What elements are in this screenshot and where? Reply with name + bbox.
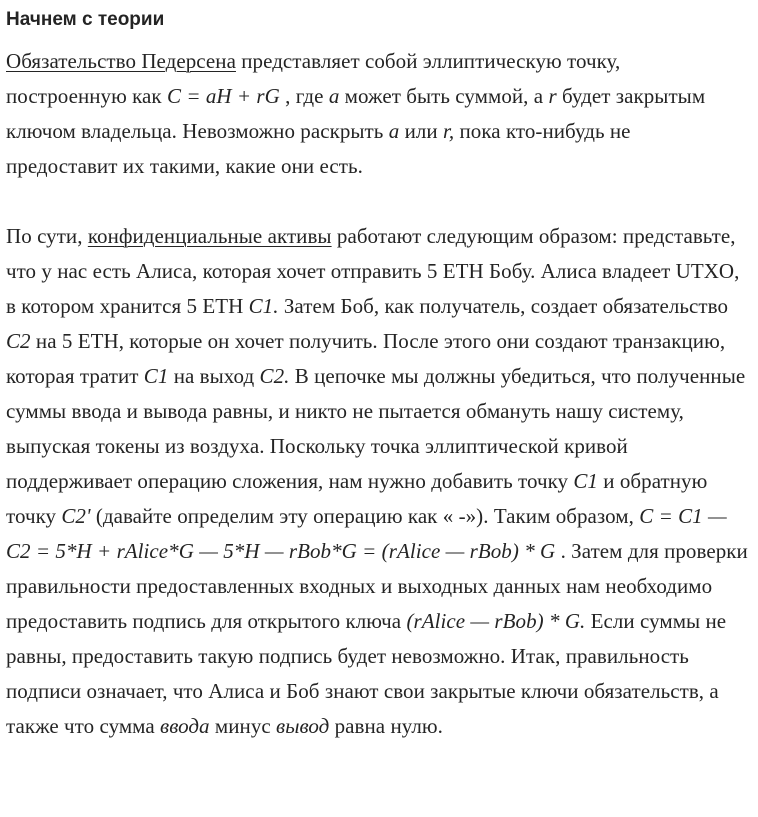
- text-segment: равна нулю.: [329, 714, 443, 738]
- variable-r: r,: [443, 119, 455, 143]
- text-segment: , где: [279, 84, 329, 108]
- pedersen-commitment-link[interactable]: Обязательство Педерсена: [6, 49, 236, 73]
- paragraph-pedersen-commitment: [6, 44, 746, 184]
- variable-a: a: [328, 84, 340, 108]
- text-segment: представляет собой эллиптическую точку, построенную как: [6, 49, 621, 108]
- text-segment: может быть суммой, а: [339, 84, 549, 108]
- text-segment: Затем Боб, как получатель, создает обязательство: [278, 294, 729, 318]
- text-segment: на 5 ETH, которые он хочет получить. После этого они создают транзакцию, которая тратит: [6, 329, 726, 388]
- formula-public-key: (rAlice — rBob) * G.: [406, 609, 586, 633]
- variable-c2: C2.: [259, 364, 290, 388]
- text-segment: В цепочке мы должны убедиться, что полученные суммы ввода и вывода равны, и никто не пытается обмануть нашу систему, выпуская токены из воздуха. Поскольку точка эллиптической кривой поддерживает операцию сложения, нам нужно добавить точку: [6, 364, 746, 493]
- text-segment: минус: [209, 714, 277, 738]
- text-segment: пока кто-нибудь не предоставит их такими, какие они есть.: [6, 119, 631, 178]
- text-segment: Если суммы не равны, предоставить такую подпись будет невозможно. Итак, правильность подписи означает, что Алиса и Боб знают свои закрытые ключи обязательств, а также что сумма: [6, 609, 727, 738]
- confidential-assets-link[interactable]: конфиденциальные активы: [87, 224, 332, 248]
- formula-balance: C = C1 — C2 = 5*H + rAlice*G — 5*H — rBob*G = (rAlice — rBob) * G: [6, 504, 727, 563]
- variable-c2: C2: [6, 329, 31, 353]
- variable-c1: C1: [573, 469, 598, 493]
- text-segment: . Затем для проверки правильности предоставленных входных и выходных данных нам необходимо предоставить подпись для открытого ключа: [6, 539, 748, 633]
- emphasis-input: ввода: [160, 714, 210, 738]
- emphasis-output: вывод: [276, 714, 330, 738]
- text-segment: работают следующим образом: представьте, что у нас есть Алиса, которая хочет отправить 5 ETH Бобу. Алиса владеет UTXO, в котором хранится 5 ETH: [6, 224, 740, 318]
- text-segment: По сути,: [6, 224, 88, 248]
- text-segment: (давайте определим эту операцию как « -»). Таким образом,: [90, 504, 640, 528]
- text-segment: и обратную точку: [6, 469, 708, 528]
- variable-c1: C1.: [248, 294, 279, 318]
- text-segment: на выход: [168, 364, 260, 388]
- variable-c2-inverse: C2': [61, 504, 91, 528]
- article: [6, 0, 754, 744]
- section-heading: Начнем с теории: [6, 9, 165, 30]
- variable-c1: C1: [143, 364, 169, 388]
- variable-r: r: [548, 84, 557, 108]
- paragraph-confidential-assets: [6, 219, 754, 744]
- variable-a: a: [388, 119, 400, 143]
- text-segment: будет закрытым ключом владельца. Невозможно раскрыть: [6, 84, 706, 143]
- formula-commitment: C = aH + rG: [166, 84, 280, 108]
- text-segment: или: [399, 119, 443, 143]
